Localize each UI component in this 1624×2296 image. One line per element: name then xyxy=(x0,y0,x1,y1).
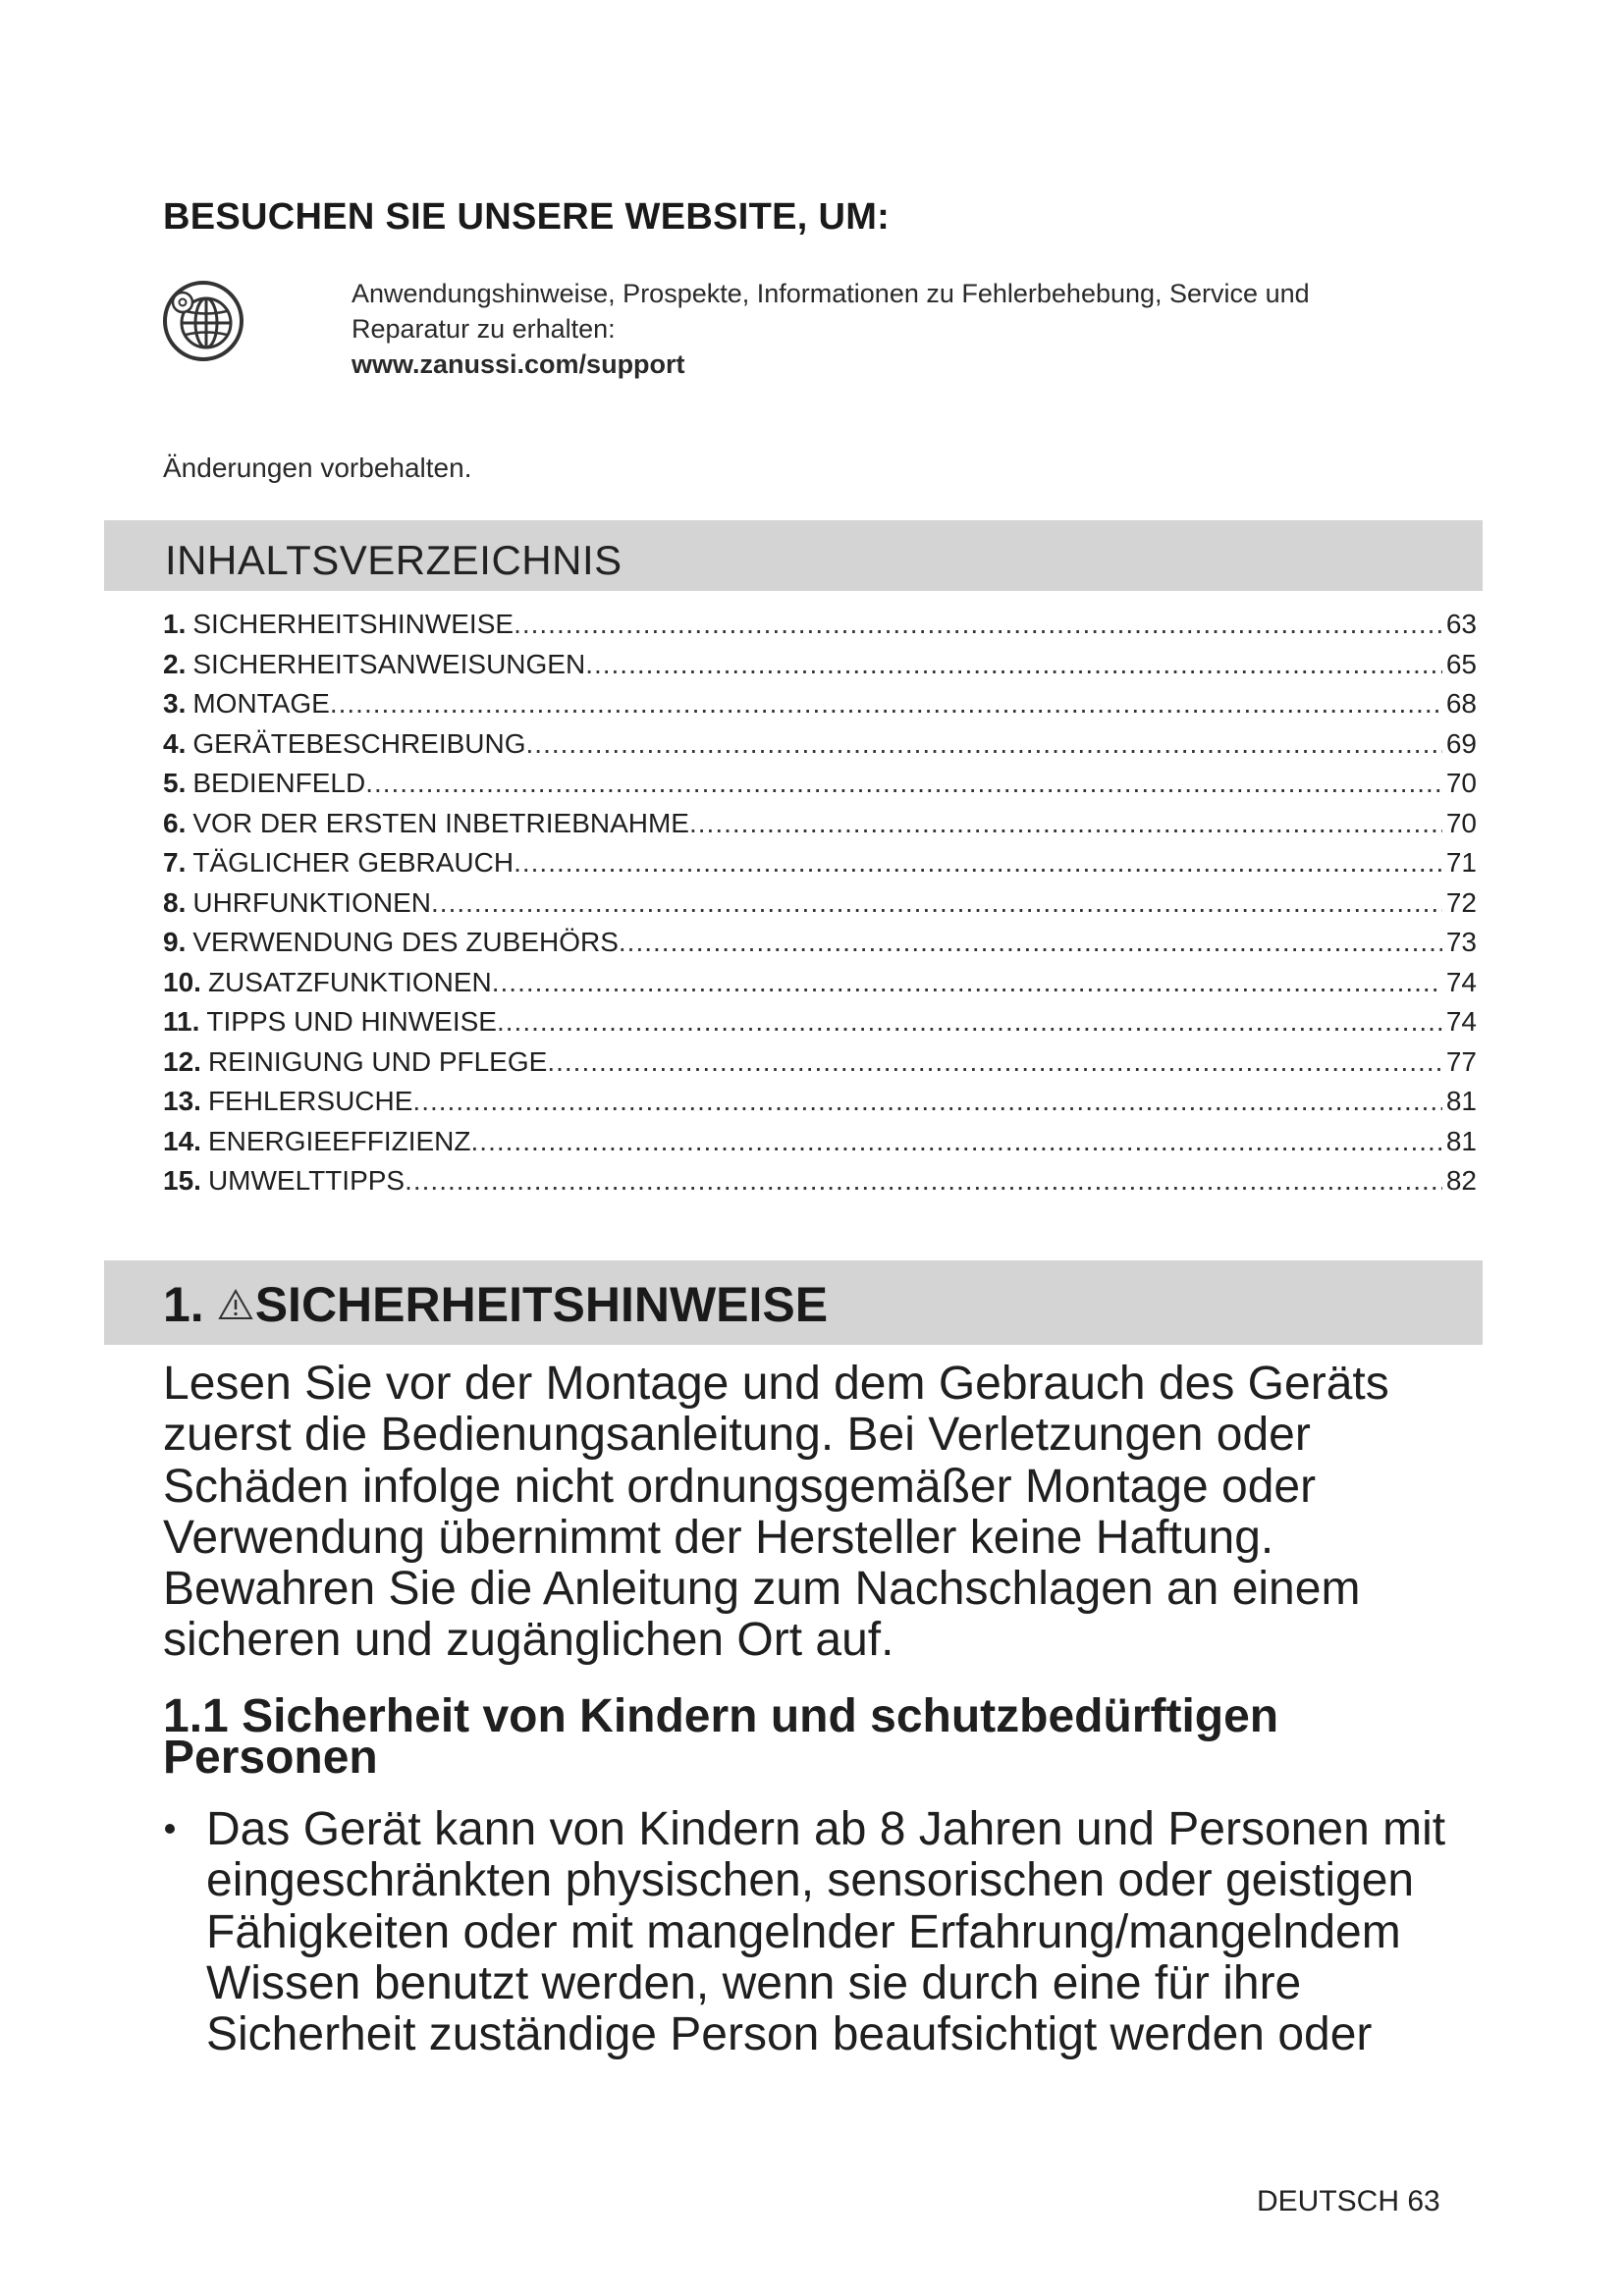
warning-triangle-icon xyxy=(218,1289,253,1320)
toc-entry-page: 73 xyxy=(1445,927,1477,957)
toc-entry-page: 65 xyxy=(1445,648,1477,679)
toc-dot-leader xyxy=(585,649,1442,680)
changes-reserved-note: Änderungen vorbehalten. xyxy=(163,453,472,483)
toc-entry-page: 82 xyxy=(1445,1165,1477,1196)
toc-entry-page: 74 xyxy=(1445,1006,1477,1037)
toc-entry-title: ZUSATZFUNKTIONEN xyxy=(207,966,492,997)
toc-entry[interactable] xyxy=(163,967,1477,1007)
toc-dot-leader xyxy=(514,847,1442,879)
toc-entry-page: 70 xyxy=(1445,768,1477,798)
intro-line: Verwendung übernimmt der Hersteller keine Haftung. xyxy=(163,1511,1274,1564)
toc-dot-leader xyxy=(492,967,1442,998)
toc-entry-title: TIPPS UND HINWEISE xyxy=(206,1006,497,1037)
toc-dot-leader xyxy=(526,728,1442,760)
toc-entry-number: 10. xyxy=(163,966,201,997)
toc-dot-leader xyxy=(412,1086,1441,1117)
website-heading: BESUCHEN SIE UNSERE WEBSITE, UM: xyxy=(163,196,891,238)
subsection-heading xyxy=(163,1690,1479,1784)
intro-line: zuerst die Bedienungsanleitung. Bei Verletzungen oder xyxy=(163,1409,1311,1462)
toc-entry[interactable] xyxy=(163,1006,1477,1046)
toc-entry-number: 7. xyxy=(163,847,187,878)
toc-list xyxy=(163,609,1477,1205)
bullet-line: Das Gerät kann von Kindern ab 8 Jahren und Personen mit xyxy=(206,1803,1446,1855)
toc-entry-number: 12. xyxy=(163,1045,201,1077)
subsection-heading-line: Personen xyxy=(163,1732,378,1784)
page-footer: DEUTSCH 63 xyxy=(1257,2185,1440,2217)
toc-entry-number: 4. xyxy=(163,727,187,759)
toc-entry-page: 70 xyxy=(1445,807,1477,838)
toc-entry-number: 9. xyxy=(163,927,187,957)
toc-entry-title: REINIGUNG UND PFLEGE xyxy=(207,1045,548,1077)
toc-entry[interactable] xyxy=(163,1046,1477,1087)
toc-entry-title: ENERGIEEFFIZIENZ xyxy=(207,1125,471,1156)
toc-entry[interactable] xyxy=(163,768,1477,808)
toc-dot-leader xyxy=(547,1046,1442,1078)
toc-entry-page: 81 xyxy=(1445,1086,1477,1116)
toc-entry-title: UMWELTTIPPS xyxy=(207,1165,406,1196)
bullet-line: eingeschränkten physischen, sensorischen oder geistigen xyxy=(206,1854,1415,1907)
toc-entry-number: 8. xyxy=(163,886,187,918)
toc-entry-number: 2. xyxy=(163,648,187,679)
toc-entry[interactable] xyxy=(163,688,1477,728)
toc-entry-page: 69 xyxy=(1445,727,1477,759)
toc-entry[interactable] xyxy=(163,609,1477,649)
toc-entry-title: SICHERHEITSANWEISUNGEN xyxy=(192,648,586,679)
toc-entry[interactable] xyxy=(163,887,1477,928)
bullet-item xyxy=(206,1804,1483,2060)
website-description-line: Reparatur zu erhalten: xyxy=(352,314,616,344)
intro-paragraph xyxy=(163,1359,1469,1667)
bullet-line: Sicherheit zuständige Person beaufsichtigt werden oder xyxy=(206,2008,1373,2061)
toc-dot-leader xyxy=(365,768,1442,799)
toc-entry-title: VOR DER ERSTEN INBETRIEBNAHME xyxy=(192,807,689,838)
toc-entry-page: 74 xyxy=(1445,966,1477,997)
toc-entry[interactable] xyxy=(163,1086,1477,1126)
toc-entry-page: 77 xyxy=(1445,1045,1477,1077)
toc-entry-title: TÄGLICHER GEBRAUCH xyxy=(192,847,514,878)
toc-entry-number: 15. xyxy=(163,1165,201,1196)
intro-line: Bewahren Sie die Anleitung zum Nachschlagen an einem xyxy=(163,1563,1361,1616)
toc-dot-leader xyxy=(514,609,1442,640)
toc-dot-leader xyxy=(405,1165,1442,1197)
toc-entry-title: BEDIENFELD xyxy=(192,768,366,798)
toc-entry[interactable] xyxy=(163,927,1477,967)
toc-dot-leader xyxy=(471,1126,1442,1157)
toc-entry-title: GERÄTEBESCHREIBUNG xyxy=(192,727,526,759)
toc-entry[interactable] xyxy=(163,728,1477,769)
toc-entry-title: SICHERHEITSHINWEISE xyxy=(192,609,514,639)
toc-entry-title: VERWENDUNG DES ZUBEHÖRS xyxy=(192,927,619,957)
toc-entry-number: 5. xyxy=(163,768,187,798)
intro-line: Schäden infolge nicht ordnungsgemäßer Montage oder xyxy=(163,1460,1317,1513)
toc-entry[interactable] xyxy=(163,649,1477,689)
intro-line: sicheren und zugänglichen Ort auf. xyxy=(163,1614,894,1667)
toc-entry-title: UHRFUNKTIONEN xyxy=(192,886,432,918)
toc-title: INHALTSVERZEICHNIS xyxy=(165,537,623,583)
toc-entry[interactable] xyxy=(163,808,1477,848)
toc-dot-leader xyxy=(330,688,1442,720)
bullet-line: Fähigkeiten oder mit mangelnder Erfahrung/mangelndem xyxy=(206,1905,1401,1958)
toc-entry-number: 6. xyxy=(163,807,187,838)
toc-entry-page: 81 xyxy=(1445,1125,1477,1156)
section-title: SICHERHEITSHINWEISE xyxy=(254,1277,829,1332)
website-description-line: Anwendungshinweise, Prospekte, Informationen zu Fehlerbehebung, Service und xyxy=(352,279,1310,308)
support-url-link[interactable]: www.zanussi.com/support xyxy=(352,349,685,379)
section-number: 1. xyxy=(163,1277,204,1332)
toc-entry-page: 63 xyxy=(1445,609,1477,639)
toc-dot-leader xyxy=(619,927,1442,958)
toc-entry-number: 11. xyxy=(163,1006,200,1037)
section-heading xyxy=(163,1276,828,1333)
toc-entry-number: 3. xyxy=(163,688,187,719)
toc-entry[interactable] xyxy=(163,847,1477,887)
toc-entry-page: 72 xyxy=(1445,886,1477,918)
toc-entry-number: 1. xyxy=(163,609,187,639)
toc-entry-page: 71 xyxy=(1445,847,1477,878)
toc-entry-number: 14. xyxy=(163,1125,201,1156)
bullet-line: Wissen benutzt werden, wenn sie durch eine für ihre xyxy=(206,1956,1302,2009)
toc-dot-leader xyxy=(689,808,1442,839)
toc-entry-title: FEHLERSUCHE xyxy=(207,1086,413,1116)
subsection-heading-line: 1.1 Sicherheit von Kindern und schutzbedürftigen xyxy=(163,1690,1279,1742)
toc-dot-leader xyxy=(431,887,1442,919)
toc-entry[interactable] xyxy=(163,1165,1477,1205)
globe-web-icon xyxy=(161,279,245,363)
toc-dot-leader xyxy=(497,1006,1442,1038)
bullet-icon xyxy=(165,1824,175,1834)
toc-entry[interactable] xyxy=(163,1126,1477,1166)
intro-line: Lesen Sie vor der Montage und dem Gebrauch des Geräts xyxy=(163,1358,1389,1410)
toc-entry-number: 13. xyxy=(163,1086,201,1116)
toc-entry-title: MONTAGE xyxy=(192,688,330,719)
toc-entry-page: 68 xyxy=(1445,688,1477,719)
